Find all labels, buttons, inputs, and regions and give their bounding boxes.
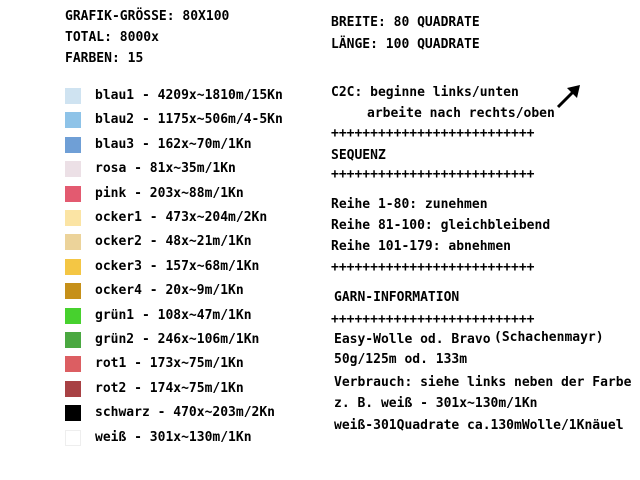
row-range-3: Reihe 101-179: abnehmen: [331, 239, 512, 254]
color-swatch: [65, 283, 81, 299]
color-swatch: [65, 112, 81, 128]
color-label: grün1 - 108x~47m/1Kn: [95, 307, 252, 323]
color-label: schwarz - 470x~203m/2Kn: [95, 405, 276, 421]
color-swatch: [65, 137, 81, 153]
color-swatch: [65, 88, 81, 104]
color-swatch: [65, 161, 81, 177]
color-swatch: [65, 308, 81, 324]
color-swatch: [65, 405, 81, 421]
color-swatch: [65, 186, 81, 202]
color-swatch: [65, 430, 81, 446]
color-swatch: [65, 381, 81, 397]
divider-3: ++++++++++++++++++++++++++: [331, 260, 535, 275]
divider-2: ++++++++++++++++++++++++++: [331, 167, 535, 182]
color-label: ocker3 - 157x~68m/1Kn: [95, 258, 260, 274]
color-label: pink - 203x~88m/1Kn: [95, 185, 244, 201]
color-swatch: [65, 234, 81, 250]
row-range-2: Reihe 81-100: gleichbleibend: [331, 218, 551, 233]
color-label: blau2 - 1175x~506m/4-5Kn: [95, 112, 283, 128]
divider-1: ++++++++++++++++++++++++++: [331, 126, 535, 141]
divider-4: ++++++++++++++++++++++++++: [331, 312, 535, 327]
color-count: FARBEN: 15: [65, 51, 144, 66]
yarn-weight: 50g/125m od. 133m: [334, 352, 468, 367]
color-swatch: [65, 356, 81, 372]
row-range-1: Reihe 1-80: zunehmen: [331, 197, 488, 212]
c2c-start: C2C: beginne links/unten: [331, 85, 519, 100]
length-info: LÄNGE: 100 QUADRATE: [331, 37, 480, 52]
sequenz-heading: SEQUENZ: [331, 148, 386, 163]
grafik-size: GRAFIK-GRÖSSE: 80X100: [65, 9, 230, 24]
color-swatch: [65, 210, 81, 226]
yarn-brand: Easy-Wolle od. Bravo: [334, 332, 491, 347]
white-example: weiß-301Quadrate ca.130mWolle/1Knäuel: [334, 418, 624, 433]
color-label: ocker1 - 473x~204m/2Kn: [95, 210, 268, 225]
color-swatch: [65, 259, 81, 275]
color-label: rot2 - 174x~75m/1Kn: [95, 380, 244, 396]
usage-note: Verbrauch: siehe links neben der Farbe: [334, 375, 632, 390]
total-count: TOTAL: 8000x: [65, 30, 159, 45]
color-label: ocker4 - 20x~9m/1Kn: [95, 283, 244, 299]
usage-example: z. B. weiß - 301x~130m/1Kn: [334, 396, 538, 411]
color-label: ocker2 - 48x~21m/1Kn: [95, 234, 252, 250]
arrow-up-right-icon: [555, 82, 583, 110]
garn-heading: GARN-INFORMATION: [334, 290, 460, 305]
color-swatch: [65, 332, 81, 348]
width-info: BREITE: 80 QUADRATE: [331, 15, 480, 30]
c2c-direction: arbeite nach rechts/oben: [367, 106, 555, 121]
color-label: grün2 - 246x~106m/1Kn: [95, 332, 260, 347]
color-label: rosa - 81x~35m/1Kn: [95, 161, 236, 177]
color-label: blau1 - 4209x~1810m/15Kn: [95, 88, 283, 103]
color-label: weiß - 301x~130m/1Kn: [95, 429, 252, 445]
color-label: rot1 - 173x~75m/1Kn: [95, 356, 244, 372]
color-label: blau3 - 162x~70m/1Kn: [95, 136, 252, 152]
yarn-maker: (Schachenmayr): [494, 330, 604, 345]
